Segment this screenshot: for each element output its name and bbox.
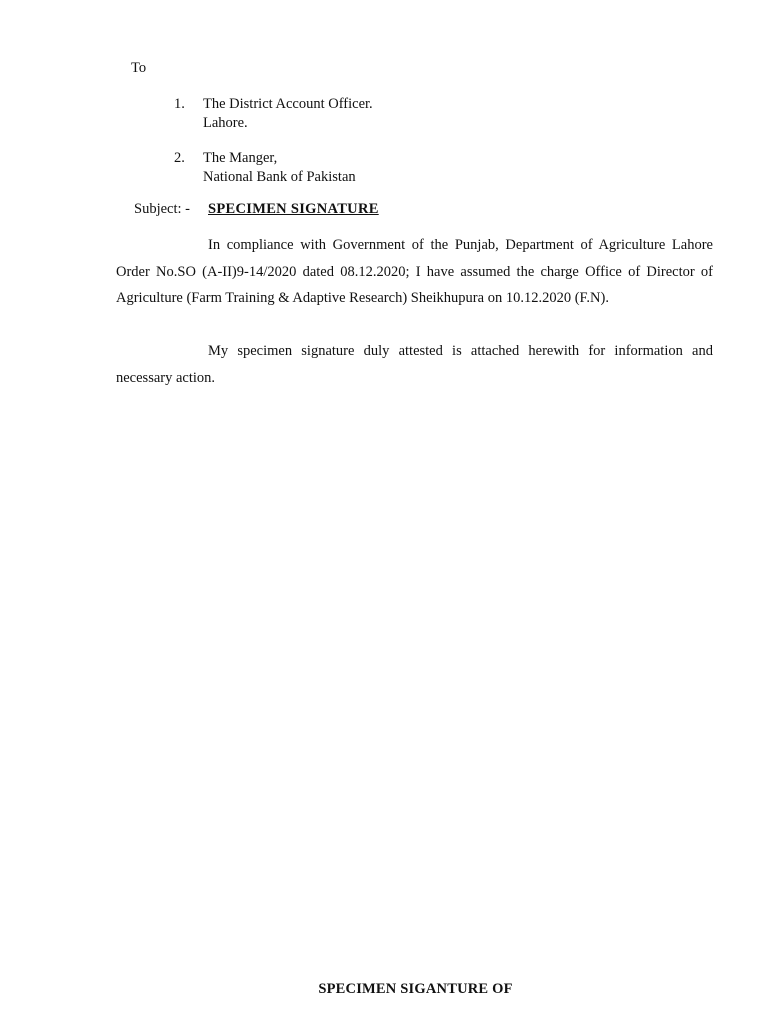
recipient-location: Lahore. (203, 115, 248, 131)
salutation: To (131, 60, 147, 76)
recipient-number: 2. (174, 150, 185, 166)
recipient-number: 1. (174, 96, 185, 112)
body-paragraph: My specimen signature duly attested is attached herewith for information and necessary action. (116, 343, 713, 386)
recipient-location: National Bank of Pakistan (203, 169, 356, 185)
recipient-address (203, 149, 356, 187)
recipient-name: The Manger, (203, 150, 278, 166)
subject-line (134, 201, 379, 218)
recipient-name: The District Account Officer. (203, 96, 373, 112)
body-paragraph: In compliance with Government of the Punjab, Department of Agriculture Lahore Order No.SO (A-II)9-14/2020 dated 08.12.2020; I have assumed the charge Office of Director of Agriculture (Farm Training & Adaptive Research) Sheikhupura on 10.12.2020 (F.N). (116, 237, 713, 306)
subject-label: Subject: - (134, 201, 190, 217)
subject-text: SPECIMEN SIGNATURE (208, 201, 379, 217)
recipient-address (203, 95, 373, 133)
specimen-signature-heading: SPECIMEN SIGANTURE OF (318, 981, 513, 997)
